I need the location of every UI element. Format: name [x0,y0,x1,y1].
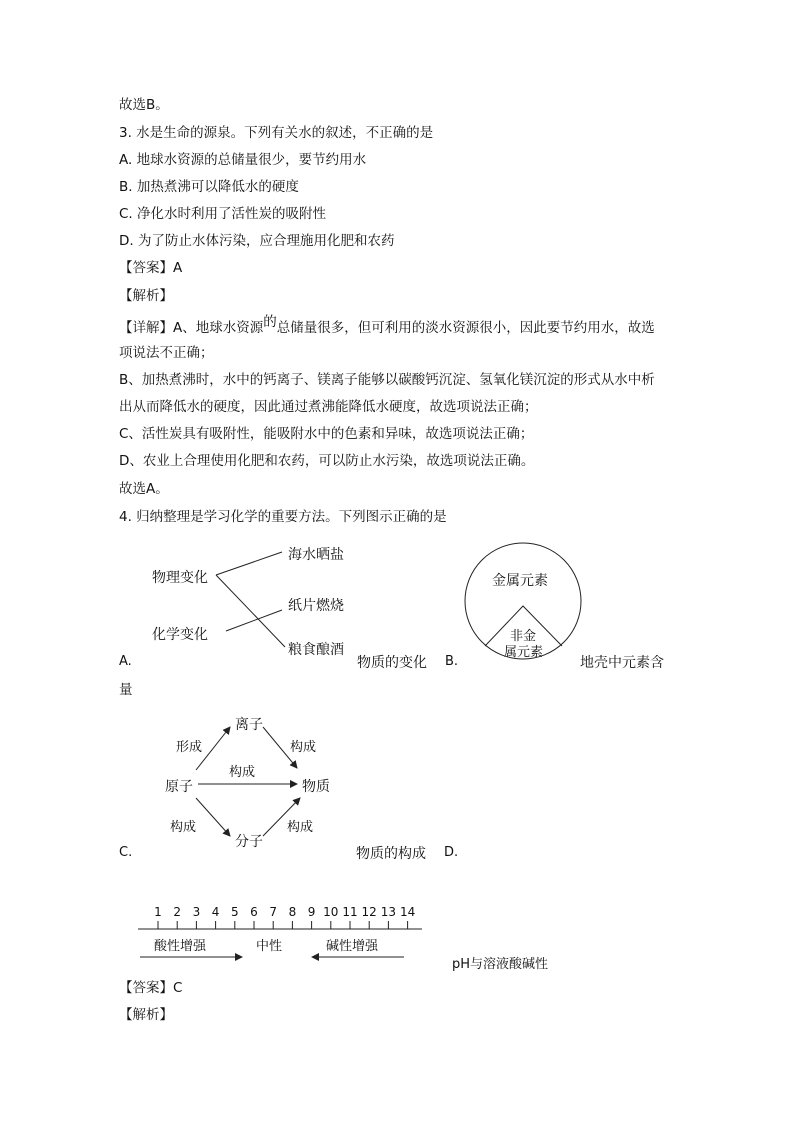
ph-ticks [154,905,415,929]
q3-detail-a-part1: 【详解】A、地球水资源 [119,320,264,336]
ph-tick-label-1: 1 [154,905,162,919]
ph-tick-label-14: 14 [399,905,416,919]
grain-brewing-label: 粮食酿酒 [288,642,344,658]
q3-detail-b: B、加热煮沸时，水中的钙离子、镁离子能够以碳酸钙沉淀、氢氧化镁沉淀的形式从水中析 [119,372,655,388]
q3-option-c: C. 净化水时利用了活性炭的吸附性 [119,206,327,222]
option-a-letter: A. [119,654,132,669]
compose-label-atom-molecule: 构成 [170,820,197,835]
q3-detail-b-cont: 出从而降低水的硬度，因此通过煮沸能降低水硬度，故选项说法正确； [119,399,538,415]
option-b-letter: B. [445,654,459,669]
metal-element-label: 金属元素 [492,573,548,589]
q3-conclusion: 故选A。 [119,481,169,497]
q3-detail-c: C、活性炭具有吸附性，能吸附水中的色素和异味，故选项说法正确； [119,426,534,442]
substance-label: 物质 [302,779,330,795]
ph-tick-label-6: 6 [250,905,258,919]
ph-tick-label-3: 3 [192,905,201,919]
q4-answer: 【答案】C [119,980,183,996]
ph-tick-label-11: 11 [342,905,358,919]
nonmetal-element-label-2: 属元素 [504,645,544,660]
option-b-diagram [462,540,588,666]
form-label: 形成 [176,740,203,755]
paper-burning-label: 纸片燃烧 [288,598,344,614]
seawater-salt-label: 海水晒盐 [288,547,344,563]
compose-label-molecule-substance: 构成 [287,820,314,835]
ion-label: 离子 [235,717,263,733]
option-d-diagram [138,898,428,968]
ph-tick-label-4: 4 [211,905,220,919]
molecule-label: 分子 [235,834,263,850]
q3-answer: 【答案】A [119,260,183,276]
q4-analysis-label: 【解析】 [119,1007,173,1023]
option-a-caption: 物质的变化 [357,655,427,671]
q3-detail-a [119,314,655,338]
option-c-diagram [160,710,340,855]
q3-detail-a-superscript: 的 [263,314,277,330]
q3-detail-a-cont: 项说法不正确； [119,345,214,361]
q3-stem: 3. 水是生命的源泉。下列有关水的叙述，不正确的是 [119,125,434,141]
option-c-caption: 物质的构成 [356,846,426,862]
atom-label: 原子 [165,779,193,795]
physical-change-label: 物理变化 [152,570,208,586]
option-c-letter: C. [119,845,133,860]
q2-conclusion: 故选B。 [119,97,169,113]
option-a-diagram [140,535,370,665]
q4-stem: 4. 归纳整理是学习化学的重要方法。下列图示正确的是 [119,509,447,525]
q3-option-d: D. 为了防止水体污染，应合理施用化肥和农药 [119,233,395,249]
ph-scale [138,898,428,968]
ph-tick-label-10: 10 [323,905,339,919]
option-b-caption: 地壳中元素含 [580,655,664,671]
ph-tick-label-5: 5 [230,905,239,919]
compose-label-atom-substance: 构成 [229,765,256,780]
option-b-caption-cont: 量 [119,682,133,698]
ph-tick-label-8: 8 [288,905,297,919]
base-label: 碱性增强 [326,939,379,954]
q3-option-b: B. 加热煮沸可以降低水的硬度 [119,179,299,195]
ph-tick-label-7: 7 [269,905,278,919]
q3-detail-d: D、农业上合理使用化肥和农药，可以防止水污染，故选项说法正确。 [119,453,535,469]
ph-tick-label-2: 2 [173,905,182,919]
ph-tick-label-9: 9 [307,905,316,919]
ph-tick-label-13: 13 [380,905,397,919]
option-d-letter: D. [444,845,459,860]
neutral-label: 中性 [256,939,283,954]
chemical-change-label: 化学变化 [152,627,208,643]
ph-tick-label-12: 12 [361,905,377,919]
q3-option-a: A. 地球水资源的总储量很少，要节约用水 [119,152,367,168]
q3-detail-a-part2: 总储量很多，但可利用的淡水资源很小，因此要节约用水，故选 [276,320,655,336]
compose-label-ion-substance: 构成 [290,740,317,755]
option-d-caption: pH与溶液酸碱性 [452,957,549,972]
q3-analysis-label: 【解析】 [119,288,173,304]
acid-label: 酸性增强 [154,939,207,954]
nonmetal-element-label-1: 非金 [510,629,537,644]
